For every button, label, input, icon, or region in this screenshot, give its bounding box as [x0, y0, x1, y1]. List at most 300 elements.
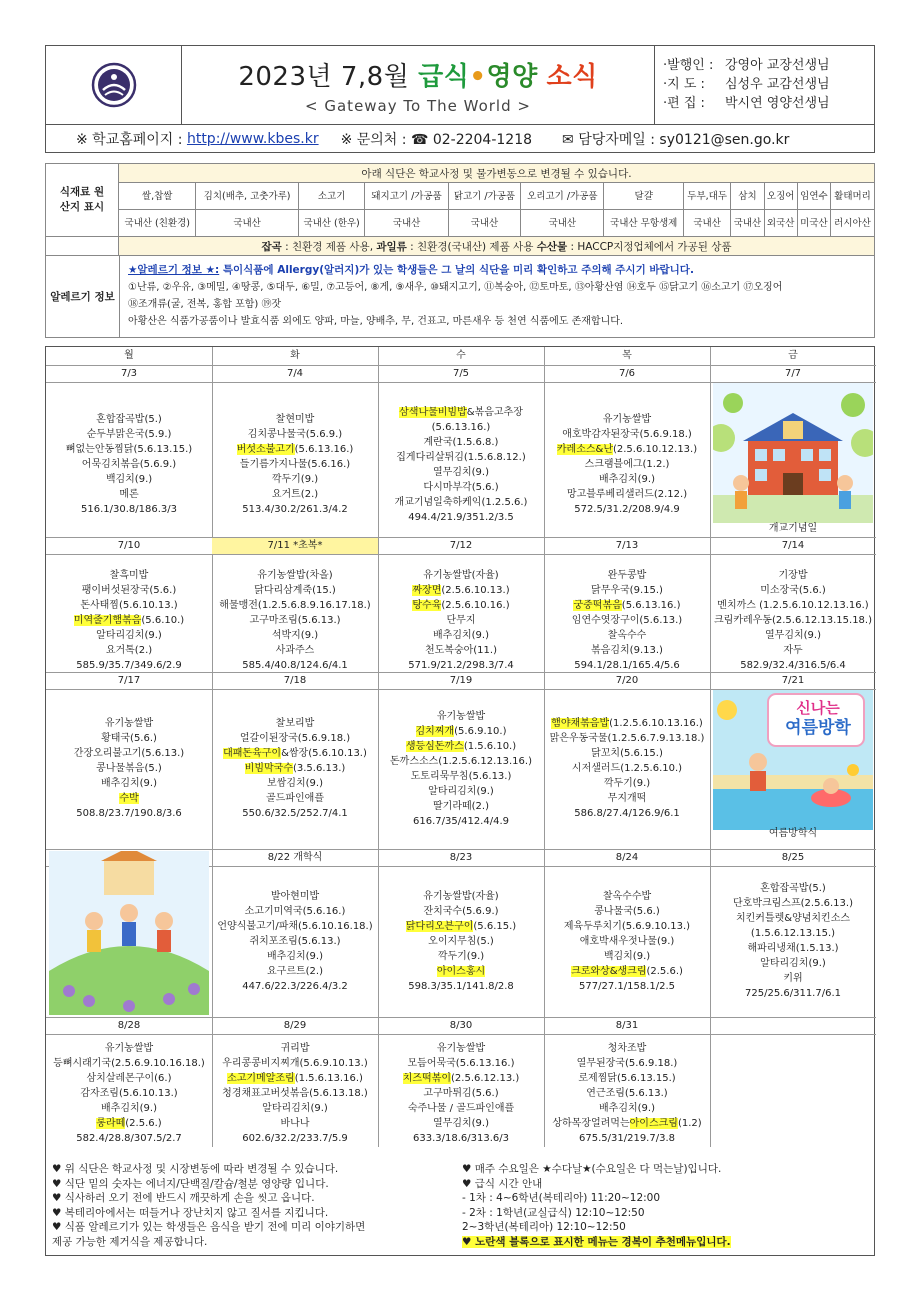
- menu-line: 단호박크림스프(2.5.6.13.): [733, 898, 853, 909]
- menu-cell: [212, 889, 378, 994]
- menu-line: 단무지: [446, 615, 476, 626]
- origin-value: 국내산 무항생제: [604, 210, 683, 237]
- origin-item: 김치(배추, 고춧가루): [196, 183, 298, 210]
- note-line: - 1차 : 4~6학년(복테리아) 11:20~12:00: [462, 1192, 661, 1204]
- menu-cell: [544, 716, 710, 821]
- menu-line: 알타리김치(9.): [760, 958, 826, 969]
- note-line: 2~3학년(복테리아) 12:10~12:50: [462, 1221, 626, 1233]
- origin-label: 식재료 원산지 표시: [46, 164, 119, 237]
- newsletter-title: [182, 56, 654, 93]
- note-line: ♥ 복테리아에서는 떠들거나 장난치지 않고 질서를 지킵니다.: [52, 1206, 329, 1219]
- menu-line: [378, 583, 544, 598]
- day-header-1: 화: [212, 347, 378, 366]
- origin-item: 활태머리: [831, 183, 875, 210]
- menu-line: 딸기라떼(2.): [433, 800, 489, 812]
- menu-line: [212, 761, 378, 776]
- vacation-sign-line2: 여름방학: [785, 718, 851, 738]
- menu-line: [544, 442, 710, 457]
- menu-line: 시저샐러드(1.2.5.6.10.): [571, 763, 683, 774]
- allergen-codes: (1.2): [677, 1117, 702, 1129]
- recommended-menu: 미역줄기햄볶음: [73, 615, 142, 626]
- menu-line: 다시마부각(5.6.): [423, 481, 499, 493]
- date-header: 7/12: [378, 537, 544, 555]
- allergen-codes: &볶음고추장: [466, 406, 523, 418]
- day-header-2: 수: [378, 347, 544, 366]
- menu-line: 요거톡(2.): [105, 645, 153, 656]
- origin-table: [45, 163, 875, 256]
- menu-line: 김치콩나물국(5.6.9.): [247, 429, 343, 440]
- recommended-menu: 버섯소불고기: [236, 444, 295, 455]
- menu-line: 571.9/21.2/298.3/7.4: [408, 660, 514, 671]
- date-header: 7/6: [544, 365, 710, 383]
- menu-line: [544, 1116, 710, 1131]
- origin-footer-part: : HACCP지정업체에서 가공된 상품: [567, 240, 732, 253]
- origin-footer: [119, 237, 875, 256]
- menu-line: 585.4/40.8/124.6/4.1: [242, 660, 348, 671]
- menu-line: 백김치(9.): [105, 474, 153, 485]
- menu-line: 586.8/27.4/126.9/6.1: [574, 808, 680, 819]
- day-header-3: 목: [544, 347, 710, 366]
- origin-value: 국내산 (한우): [298, 210, 365, 237]
- menu-line: 잔치국수(5.6.9.): [423, 905, 499, 917]
- publisher-key: ·발행인 :: [663, 58, 714, 73]
- origin-value: 국내산: [521, 210, 604, 237]
- menu-line: 유기농쌀밥: [602, 414, 652, 425]
- menu-line: 보쌈김치(9.): [267, 778, 323, 789]
- school-logo-icon: [91, 62, 137, 108]
- recommended-menu: 궁중떡볶음: [573, 600, 622, 611]
- menu-line: 귀리밥: [280, 1042, 310, 1054]
- recommended-menu: 김치찌개: [415, 725, 455, 737]
- kids-illustration: [49, 851, 209, 1015]
- title-dot: •: [469, 62, 487, 92]
- date-header: 7/10: [46, 537, 212, 555]
- menu-line: 치킨커틀렛&양념치킨소스: [735, 913, 851, 924]
- allergen-codes: (5.6.9.10.): [454, 725, 507, 737]
- menu-line: 633.3/18.6/313.6/3: [413, 1132, 509, 1144]
- allergen-codes: (5.6.13.16.): [621, 600, 681, 611]
- students-walking-icon: [49, 851, 209, 1015]
- allergy-body: [120, 256, 874, 337]
- menu-line: 바나나: [280, 1117, 310, 1129]
- menu-line: 멘치까스 (1.2.5.6.10.12.13.16.): [717, 600, 869, 611]
- recommended-menu: 짜장면: [412, 585, 442, 596]
- publisher-row: [663, 94, 868, 113]
- allergy-label: 알레르기 정보: [46, 256, 120, 337]
- menu-line: 쥐치포조림(5.6.13.): [249, 935, 341, 947]
- menu-line: 열무김치(9.): [765, 630, 821, 641]
- menu-line: [544, 598, 710, 613]
- date-header: 8/24: [544, 849, 710, 867]
- menu-cell: [378, 889, 544, 994]
- publisher-value: 강영아 교장선생님: [725, 58, 830, 73]
- allergy-headline-text: 특이식품에 Allergy(알러지)가 있는 학생들은 그 날의 식단을 미리 확인하고 주의해 주시기 바랍니다.: [219, 264, 694, 276]
- menu-line: 배추김치(9.): [101, 778, 157, 789]
- menu-cell: [544, 412, 710, 517]
- origin-item: 임연수: [797, 183, 830, 210]
- publisher-key: ·지 도 :: [663, 77, 705, 92]
- note-line: - 2차 : 1학년(교실급식) 12:10~12:50: [462, 1206, 645, 1219]
- menu-line: 고구마튀김(5.6.): [423, 1087, 499, 1099]
- origin-item: 돼지고기 /가공품: [365, 183, 448, 210]
- menu-line: 요거트(2.): [271, 489, 319, 500]
- menu-line: 열무된장국(5.6.9.18.): [576, 1057, 678, 1069]
- menu-cell: [212, 1041, 378, 1146]
- origin-value: 국내산: [448, 210, 521, 237]
- menu-line: 골드파인애플: [266, 793, 324, 804]
- menu-line: [378, 919, 544, 934]
- menu-line: 배추김치(9.): [599, 1102, 655, 1114]
- origin-value: 국내산: [683, 210, 730, 237]
- note-line: ♥ 매주 수요일은 ★수다날★(수요일은 다 먹는날)입니다.: [462, 1163, 722, 1175]
- date-header: [710, 1017, 876, 1035]
- menu-line: 배추김치(9.): [267, 950, 323, 962]
- recommended-menu: 크로와상&생크림: [571, 965, 647, 977]
- origin-value: 국내산: [365, 210, 448, 237]
- menu-line: 열무김치(9.): [433, 466, 489, 478]
- note-highlight: ♥ 노란색 블록으로 표시한 메뉴는 경복이 추천메뉴입니다.: [462, 1235, 731, 1248]
- menu-line: 582.4/28.8/307.5/2.7: [76, 1132, 182, 1144]
- menu-line: 550.6/32.5/252.7/4.1: [242, 808, 348, 819]
- menu-line: 깍두기(9.): [603, 778, 651, 789]
- menu-line: 간장오리불고기(5.6.13.): [73, 748, 185, 759]
- menu-line: 석박지(9.): [271, 630, 319, 641]
- date-header: 8/29: [212, 1017, 378, 1035]
- recommended-menu: 닭다리오븐구이: [405, 920, 474, 932]
- menu-line: 숙주나물 / 골드파인애플: [407, 1102, 515, 1114]
- school-logo-cell: [46, 46, 182, 124]
- menu-line: 애호박감자된장국(5.6.9.18.): [562, 429, 692, 440]
- menu-line: 들기름가지나물(5.6.16.): [239, 459, 351, 470]
- notes-right: [462, 1162, 868, 1255]
- menu-line: 572.5/31.2/208.9/4.9: [574, 504, 680, 515]
- menu-line: 513.4/30.2/261.3/4.2: [242, 504, 348, 515]
- publisher-row: [663, 56, 868, 75]
- origin-item: 오징어: [764, 183, 797, 210]
- school-building-icon: [713, 383, 873, 523]
- menu-line: 582.9/32.4/316.5/6.4: [740, 660, 846, 671]
- menu-line: 해물맹전(1.2.5.6.8.9.16.17.18.): [219, 600, 371, 611]
- publisher-value: 심성우 교감선생님: [725, 77, 830, 92]
- allergen-codes: (2.5.6.10.12.13.): [612, 444, 698, 455]
- menu-line: 675.5/31/219.7/3.8: [579, 1132, 675, 1144]
- menu-grid: [45, 346, 875, 1256]
- menu-line: 508.8/23.7/190.8/3.6: [76, 808, 182, 819]
- menu-line: 닭다리삼계죽(15.): [254, 585, 336, 596]
- title-keyword-news: 소식: [546, 62, 598, 92]
- date-header: 7/18: [212, 672, 378, 690]
- notes-block: [45, 1160, 875, 1256]
- menu-line: [212, 1071, 378, 1086]
- day-header-4: 금: [710, 347, 876, 366]
- menu-line: 크림카레우동(2.5.6.12.13.15.18.): [714, 615, 872, 626]
- allergen-codes: (2.5.6.): [646, 965, 683, 977]
- menu-line: 유기농쌀밥: [436, 1042, 486, 1054]
- contact-bar: [45, 125, 875, 153]
- menu-text: 상하목장얼려먹는: [552, 1117, 630, 1129]
- menu-line: 혼합잡곡밥(5.): [96, 414, 162, 425]
- menu-line: 돈사태찜(5.6.10.13.): [80, 600, 178, 611]
- menu-line: 알타리김치(9.): [96, 630, 162, 641]
- recommended-menu: 수박: [119, 793, 139, 804]
- menu-line: 미소장국(5.6.): [760, 585, 826, 596]
- menu-line: (5.6.13.16.): [431, 421, 491, 433]
- menu-line: 돈까스소스(1.2.5.6.12.13.16.): [390, 755, 532, 767]
- menu-cell: [710, 881, 876, 1001]
- menu-cell: [378, 1041, 544, 1146]
- menu-cell: [544, 568, 710, 673]
- date-header: 7/3: [46, 365, 212, 383]
- menu-line: 배추김치(9.): [101, 1102, 157, 1114]
- menu-line: 찰옥수수: [607, 630, 647, 641]
- homepage-link[interactable]: http://www.kbes.kr: [186, 130, 319, 147]
- menu-line: 사과주스: [275, 645, 315, 656]
- menu-line: 유기농쌀밥(자율): [423, 570, 499, 581]
- menu-line: 598.3/35.1/141.8/2.8: [408, 980, 514, 992]
- menu-line: 자두: [783, 645, 803, 656]
- menu-cell: [378, 568, 544, 673]
- allergen-codes: (2.5.6.10.13.): [441, 585, 510, 596]
- recommended-menu: 대패돈육구이: [223, 748, 282, 759]
- menu-line: 개교기념일축하케익(1.2.5.6.): [394, 496, 528, 508]
- menu-line: 찰흑미밥: [109, 570, 149, 581]
- allergen-codes: (1.5.6.10.): [463, 740, 517, 752]
- title-keyword-nutrition: 영양: [486, 62, 538, 92]
- menu-cell: [378, 709, 544, 829]
- note-line: ♥ 식단 밑의 숫자는 에너지/단백질/칼슘/철분 영양량 입니다.: [52, 1177, 329, 1190]
- homepage-label: ※ 학교홈페이지 :: [76, 131, 183, 148]
- note-line: 제공 가능한 제거식을 제공합니다.: [52, 1235, 208, 1248]
- recommended-menu: 롱라떼: [96, 1117, 126, 1129]
- menu-line: 스크램블에그(1.2.): [584, 459, 670, 470]
- menu-line: 제육두루치기(5.6.9.10.13.): [563, 920, 691, 932]
- menu-cell: [378, 405, 544, 525]
- publisher-row: [663, 75, 868, 94]
- menu-line: 찰현미밥: [275, 414, 315, 425]
- title-prefix: 2023년 7,8월: [238, 62, 419, 92]
- menu-line: 유기농쌀밥: [436, 710, 486, 722]
- menu-line: 찰보리밥: [275, 718, 315, 729]
- origin-item: 소고기: [298, 183, 365, 210]
- menu-line: 닭무우국(9.15.): [591, 585, 663, 596]
- menu-line: 유기농쌀밥: [104, 718, 154, 729]
- origin-item: 닭고기 /가공품: [448, 183, 521, 210]
- origin-value: 국내산: [196, 210, 298, 237]
- origin-item: 달걀: [604, 183, 683, 210]
- date-header: 8/23: [378, 849, 544, 867]
- contact-phone: ※ 문의처 : ☎ 02-2204-1218: [340, 131, 533, 148]
- note-line: ♥ 식사하러 오기 전에 반드시 깨끗하게 손을 씻고 옵니다.: [52, 1192, 315, 1204]
- recommended-menu: 비빔막국수: [244, 763, 293, 774]
- menu-line: [46, 791, 212, 806]
- menu-line: 유기농쌀밥(차올): [257, 570, 333, 581]
- allergy-headline: [128, 262, 868, 279]
- vacation-sign-line1: 신나는: [796, 699, 840, 717]
- contact-email: ✉ 담당자메일 : sy0121@sen.go.kr: [562, 131, 790, 148]
- menu-line: 애호박새우젓나물(9.): [579, 935, 675, 947]
- date-header: 8/22 개학식: [212, 849, 378, 867]
- menu-line: 닭꼬치(5.6.15.): [591, 748, 663, 759]
- origin-value: 국내산 (친환경): [119, 210, 196, 237]
- menu-line: 뼈없는안동찜닭(5.6.13.15.): [65, 444, 193, 455]
- menu-line: 연근조림(5.6.13.): [586, 1087, 668, 1099]
- menu-line: 알타리김치(9.): [428, 785, 494, 797]
- date-header: 7/13: [544, 537, 710, 555]
- menu-line: 요구르트(2.): [267, 965, 323, 977]
- allergen-codes: (5.6.15.): [473, 920, 517, 932]
- menu-line: 모듬어묵국(5.6.13.16.): [407, 1057, 515, 1069]
- menu-line: (1.5.6.12.13.15.): [750, 928, 836, 939]
- menu-line: 감자조림(5.6.10.13.): [80, 1087, 178, 1099]
- date-header: 7/21: [710, 672, 876, 690]
- allergy-headline-star: ★알레르기 정보 ★:: [128, 264, 220, 276]
- recommended-menu: 삼색나물비빔밥: [399, 406, 467, 418]
- menu-line: 배추김치(9.): [433, 630, 489, 641]
- menu-cell: [46, 412, 212, 517]
- menu-line: 망고블루베리샐러드(2.12.): [566, 489, 688, 500]
- menu-line: 팽이버섯된장국(5.6.): [81, 585, 177, 596]
- menu-line: [544, 716, 710, 731]
- menu-line: [212, 746, 378, 761]
- menu-line: 임연수엿장구이(5.6.13.): [571, 615, 683, 626]
- date-header: 8/25: [710, 849, 876, 867]
- menu-line: 오이지무침(5.): [428, 935, 494, 947]
- origin-items-row: [46, 183, 875, 210]
- recommended-menu: 아이스크림: [629, 1117, 678, 1129]
- menu-line: 배추김치(9.): [599, 474, 655, 485]
- menu-line: [46, 613, 212, 628]
- allergen-codes: &쌈장(5.6.10.13.): [281, 748, 367, 759]
- origin-item: 삼치: [731, 183, 764, 210]
- menu-line: 유기농쌀밥(자율): [423, 890, 499, 902]
- menu-line: 집게다리살튀김(1.5.6.8.12.): [396, 451, 526, 463]
- menu-line: 516.1/30.8/186.3/3: [81, 504, 177, 515]
- image-caption: 개교기념일: [768, 523, 818, 534]
- origin-item: 쌀,찹쌀: [119, 183, 196, 210]
- menu-cell: [212, 412, 378, 517]
- allergy-note: 아황산은 식품가공품이나 발효식품 외에도 양파, 마늘, 양배추, 무, 건표고, 마른새우 등 천연 식품에도 존재합니다.: [128, 316, 624, 327]
- menu-line: 447.6/22.3/226.4/3.2: [242, 980, 348, 992]
- menu-line: 혼합잡곡밥(5.): [760, 883, 826, 894]
- date-header: 7/5: [378, 365, 544, 383]
- menu-line: [378, 1071, 544, 1086]
- recommended-menu: 아이스홍시: [436, 965, 486, 977]
- menu-line: [378, 405, 544, 420]
- newsletter-subtitle: < Gateway To The World >: [305, 97, 531, 115]
- menu-cell: [46, 568, 212, 673]
- menu-line: 고구마조림(5.6.13.): [249, 615, 341, 626]
- menu-cell: [46, 716, 212, 821]
- menu-line: 볶음김치(9.13.): [591, 645, 663, 656]
- date-header: 8/28: [46, 1017, 212, 1035]
- menu-cell: [544, 1041, 710, 1146]
- origin-item: 두부,대두: [683, 183, 730, 210]
- menu-line: 로제찜닭(5.6.13.15.): [578, 1072, 676, 1084]
- recommended-menu: 탕수육: [412, 600, 442, 611]
- date-header: 7/7: [710, 365, 876, 383]
- menu-line: 585.9/35.7/349.6/2.9: [76, 660, 182, 671]
- menu-line: 콩나물볶음(5.): [96, 763, 162, 774]
- menu-line: [378, 739, 544, 754]
- origin-values-row: [46, 210, 875, 237]
- menu-line: 우리콩콩비지찌개(5.6.9.10.13.): [222, 1057, 368, 1069]
- origin-value: 국내산: [731, 210, 764, 237]
- origin-footer-part: 과일류: [376, 240, 407, 253]
- menu-line: 완두콩밥: [607, 570, 647, 581]
- origin-notice: 아래 식단은 학교사정 및 물가변동으로 변경될 수 있습니다.: [119, 164, 875, 183]
- origin-footer-part: 잡곡: [261, 240, 282, 253]
- publisher-key: ·편 집 :: [663, 96, 705, 111]
- menu-line: 등뼈시래기국(2.5.6.9.10.16.18.): [53, 1057, 205, 1069]
- menu-line: [378, 964, 544, 979]
- allergy-info: [45, 256, 875, 338]
- recommended-menu: 소고기메알조림: [227, 1072, 295, 1084]
- note-highlight-line: [462, 1235, 868, 1250]
- menu-line: 소고기미역국(5.6.16.): [244, 905, 346, 917]
- menu-line: [544, 964, 710, 979]
- menu-line: [212, 442, 378, 457]
- menu-line: 메론: [119, 489, 139, 500]
- recommended-menu: 치즈떡볶이: [402, 1072, 452, 1084]
- allergy-list-1: ①난류, ②우유, ③메밀, ④땅콩, ⑤대두, ⑥밀, ⑦고등어, ⑧게, ⑨새우, ⑩돼지고기, ⑪복숭아, ⑫토마토, ⑬아황산염 ⑭호두 ⑮닭고기 ⑯소고기 ⑰오징어: [128, 282, 783, 293]
- origin-item: 오리고기 /가공품: [521, 183, 604, 210]
- menu-line: 유기농쌀밥: [104, 1042, 154, 1054]
- origin-value: 외국산: [764, 210, 797, 237]
- menu-line: [378, 598, 544, 613]
- date-header: 8/31: [544, 1017, 710, 1035]
- menu-line: [378, 724, 544, 739]
- vacation-sign: [773, 698, 863, 738]
- menu-line: 계란국(1.5.6.8.): [423, 436, 499, 448]
- recommended-menu: 생등심돈까스: [405, 740, 464, 752]
- menu-line: 깍두기(9.): [437, 950, 485, 962]
- origin-value: 미국산: [797, 210, 830, 237]
- menu-line: 천도복숭아(11.): [424, 645, 497, 656]
- menu-line: 찰옥수수밥: [602, 890, 652, 902]
- menu-line: 황태국(5.6.): [101, 733, 157, 744]
- allergen-codes: (5.6.13.16.): [294, 444, 354, 455]
- date-header: 7/19: [378, 672, 544, 690]
- day-header-0: 월: [46, 347, 212, 366]
- date-header: 7/20: [544, 672, 710, 690]
- menu-line: 616.7/35/412.4/4.9: [413, 815, 509, 827]
- menu-line: 삼치살레몬구이(6.): [86, 1072, 172, 1084]
- date-header: 7/17: [46, 672, 212, 690]
- menu-line: 725/25.6/311.7/6.1: [745, 988, 841, 999]
- menu-line: 602.6/32.2/233.7/5.9: [242, 1132, 348, 1144]
- publisher-block: [655, 46, 874, 124]
- date-header: 7/14: [710, 537, 876, 555]
- menu-line: 백김치(9.): [603, 950, 651, 962]
- title-block: [182, 46, 655, 124]
- note-line: ♥ 위 식단은 학교사정 및 시장변동에 따라 변경될 수 있습니다.: [52, 1163, 339, 1175]
- menu-line: 기장밥: [778, 570, 808, 581]
- menu-line: 해파리냉채(1.5.13.): [747, 943, 839, 954]
- notes-left: [52, 1162, 462, 1255]
- publisher-value: 박시연 영양선생님: [725, 96, 830, 111]
- allergen-codes: (2.5.6.10.16.): [441, 600, 510, 611]
- date-header: 7/11 *초복*: [212, 537, 378, 555]
- school-illustration: [713, 383, 873, 531]
- menu-line: 순두부맑은국(5.9.): [86, 429, 172, 440]
- menu-line: 맑은우동국물(1.2.5.6.7.9.13.18.): [549, 733, 705, 744]
- allergy-list-2: ⑱조개류(굴, 전복, 홍합 포함) ⑲잣: [128, 299, 282, 310]
- note-line: ♥ 식품 알레르기가 있는 학생들은 음식을 받기 전에 미리 이야기하면: [52, 1221, 366, 1233]
- allergen-codes: (1.5.6.13.16.): [294, 1072, 363, 1084]
- menu-line: 청차조밥: [607, 1042, 647, 1054]
- date-header: 8/30: [378, 1017, 544, 1035]
- allergen-codes: (2.5.6.12.13.): [451, 1072, 520, 1084]
